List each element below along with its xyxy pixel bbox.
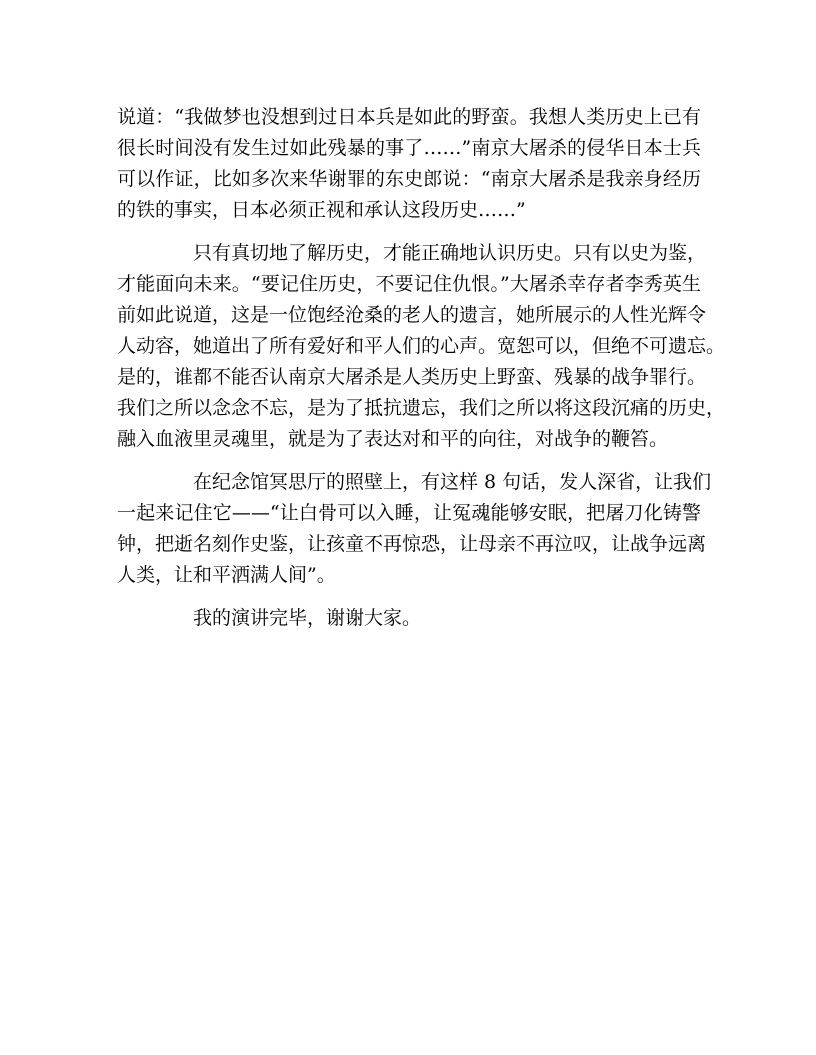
text-line: 在纪念馆冥思厅的照壁上，有这样 8 句话，发人深省，让我们 [193, 471, 712, 493]
text-line: 人类，让和平洒满人间”。 [117, 564, 336, 586]
text-line: 只有真切地了解历史，才能正确地认识历史。只有以史为鉴， [193, 242, 707, 264]
text-line: 钟，把逝名刻作史鉴，让孩童不再惊恐，让母亲不再泣叹，让战争远离 [117, 533, 707, 555]
text-line: 很长时间没有发生过如此残暴的事了……”南京大屠杀的侵华日本士兵 [117, 137, 701, 159]
text-line: 人动容，她道出了所有爱好和平人们的心声。宽恕可以，但绝不可遗忘。 [117, 335, 726, 357]
text-line: 我们之所以念念不忘，是为了抵抗遗忘，我们之所以将这段沉痛的历史， [117, 397, 726, 419]
text-line: 融入血液里灵魂里，就是为了表达对和平的向往，对战争的鞭笞。 [117, 428, 669, 450]
paragraph-2 [117, 238, 726, 455]
text-line: 说道：“我做梦也没想到过日本兵是如此的野蛮。我想人类历史上已有 [117, 106, 701, 128]
text-line: 才能面向未来。“要记住历史，不要记住仇恨。”大屠杀幸存者李秀英生 [117, 273, 701, 295]
text-line: 是的，谁都不能否认南京大屠杀是人类历史上野蛮、残暴的战争罪行。 [117, 366, 707, 388]
text-line: 前如此说道，这是一位饱经沧桑的老人的遗言，她所展示的人性光辉令 [117, 304, 707, 326]
text-line: 的铁的事实，日本必须正视和承认这段历史……” [117, 199, 526, 221]
text-line: 一起来记住它——“让白骨可以入睡，让冤魂能够安眠，把屠刀化铸警 [117, 502, 701, 524]
document-body [117, 102, 726, 646]
paragraph-4 [117, 603, 701, 634]
paragraph-3 [117, 467, 712, 591]
text-line: 我的演讲完毕，谢谢大家。 [193, 607, 422, 629]
text-line: 可以作证，比如多次来华谢罪的东史郎说：“南京大屠杀是我亲身经历 [117, 168, 701, 190]
paragraph-1 [117, 102, 701, 226]
